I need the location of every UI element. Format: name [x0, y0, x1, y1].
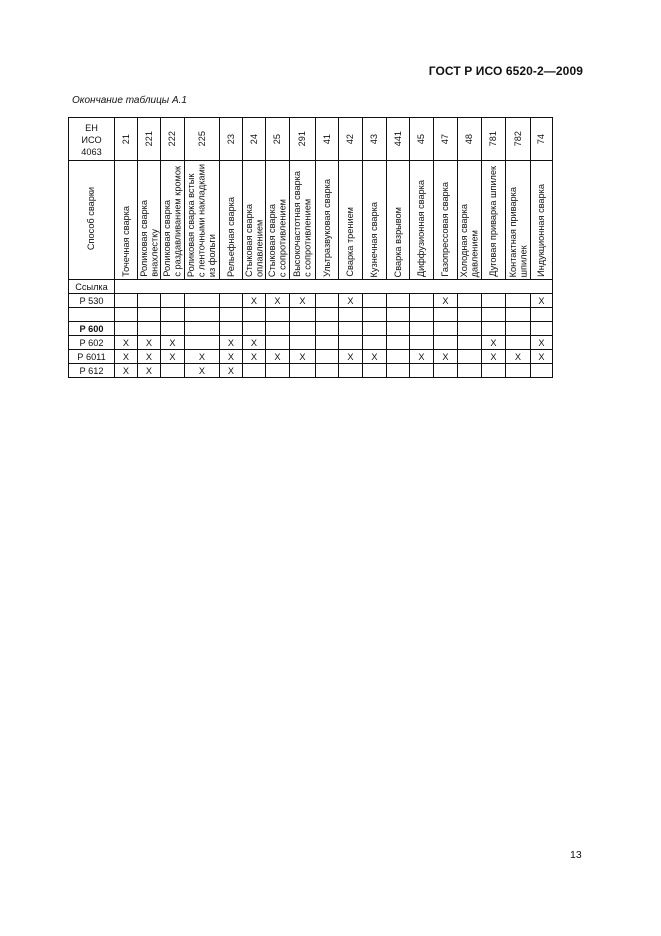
standard-code-header: ЕН ИСО 4063 — [69, 118, 115, 161]
table-cell — [410, 336, 434, 350]
column-method-name: Контактная приварка шпилек — [506, 161, 531, 280]
method-names-row — [69, 161, 553, 280]
table-cell — [387, 308, 410, 322]
table-cell — [458, 322, 482, 336]
table-cell — [531, 322, 553, 336]
column-code: 42 — [339, 118, 363, 161]
table-cell: X — [531, 350, 553, 364]
table-cell — [316, 350, 339, 364]
table-cell — [290, 308, 316, 322]
table-cell — [316, 308, 339, 322]
table-cell — [185, 336, 220, 350]
column-method-name: Роликовая сварка внахлестку — [138, 161, 161, 280]
row-label: Р 6011 — [69, 350, 115, 364]
method-header: Способ сварки — [86, 187, 97, 251]
table-caption: Окончание таблицы А.1 — [72, 95, 187, 106]
table-cell — [290, 336, 316, 350]
column-method-name: Сварка взрывом — [387, 161, 410, 280]
column-code: 43 — [363, 118, 387, 161]
table-cell — [363, 294, 387, 308]
table-cell: X — [266, 350, 290, 364]
table-cell — [387, 350, 410, 364]
table-cell — [243, 308, 266, 322]
column-method-name: Стыковая сварка оплавлением — [243, 161, 266, 280]
table-cell — [266, 364, 290, 378]
table-cell — [387, 336, 410, 350]
table-row — [69, 364, 553, 378]
table-row — [69, 336, 553, 350]
table-cell — [482, 364, 506, 378]
table-cell — [363, 322, 387, 336]
table-cell: X — [410, 350, 434, 364]
column-code: 25 — [266, 118, 290, 161]
table-cell — [185, 322, 220, 336]
table-cell — [458, 294, 482, 308]
table-cell: X — [506, 350, 531, 364]
table-cell — [363, 336, 387, 350]
table-cell: X — [339, 350, 363, 364]
column-method-name: Дуговая приварка шпилек — [482, 161, 506, 280]
table-cell — [458, 350, 482, 364]
row-label: Р 600 — [69, 322, 115, 336]
column-code: 48 — [458, 118, 482, 161]
column-method-name: Индукционная сварка — [531, 161, 553, 280]
reference-label: Ссылка — [69, 280, 115, 294]
column-code: 782 — [506, 118, 531, 161]
column-method-name: Роликовая сварка с раздавливанием кромок — [161, 161, 185, 280]
method-header-cell — [69, 161, 115, 280]
table-cell — [458, 308, 482, 322]
table-cell — [243, 364, 266, 378]
table-row — [69, 350, 553, 364]
table-cell — [363, 364, 387, 378]
table-cell — [115, 322, 138, 336]
column-code: 23 — [220, 118, 243, 161]
row-label: Р 612 — [69, 364, 115, 378]
column-method-name: Газопрессовая сварка — [434, 161, 458, 280]
column-code: 41 — [316, 118, 339, 161]
table-cell: X — [339, 294, 363, 308]
column-code: 441 — [387, 118, 410, 161]
table-cell — [243, 322, 266, 336]
table-cell — [434, 308, 458, 322]
table-cell: X — [220, 364, 243, 378]
table-cell — [185, 308, 220, 322]
page-number: 13 — [570, 849, 582, 861]
column-code: 74 — [531, 118, 553, 161]
column-method-name: Роликовая сварка встык с ленточными накладками из фольги — [185, 161, 220, 280]
column-method-name: Диффузионная сварка — [410, 161, 434, 280]
table-cell — [316, 322, 339, 336]
table-cell — [339, 336, 363, 350]
table-cell — [410, 364, 434, 378]
column-method-name: Кузнечная сварка — [363, 161, 387, 280]
table-cell: X — [266, 294, 290, 308]
row-label — [69, 308, 115, 322]
table-row — [69, 322, 553, 336]
table-cell: X — [185, 350, 220, 364]
table-cell — [290, 364, 316, 378]
table-cell — [387, 294, 410, 308]
table-cell — [506, 294, 531, 308]
table-cell — [185, 294, 220, 308]
column-code: 21 — [115, 118, 138, 161]
table-cell — [220, 322, 243, 336]
column-method-name: Рельефная сварка — [220, 161, 243, 280]
codes-row — [69, 118, 553, 161]
column-code: 291 — [290, 118, 316, 161]
table-cell: X — [243, 350, 266, 364]
column-code: 225 — [185, 118, 220, 161]
column-code: 222 — [161, 118, 185, 161]
table-cell — [506, 364, 531, 378]
table-cell — [458, 336, 482, 350]
table-cell — [138, 322, 161, 336]
row-label: Р 602 — [69, 336, 115, 350]
table-cell — [482, 322, 506, 336]
column-code: 781 — [482, 118, 506, 161]
table-cell — [410, 294, 434, 308]
table-cell: X — [161, 336, 185, 350]
table-cell — [266, 308, 290, 322]
table-cell — [410, 322, 434, 336]
table-cell: X — [185, 364, 220, 378]
table-cell — [410, 308, 434, 322]
table-cell — [161, 364, 185, 378]
table-cell — [266, 336, 290, 350]
table-cell — [458, 364, 482, 378]
row-label: Р 530 — [69, 294, 115, 308]
table-cell — [434, 336, 458, 350]
table-cell: X — [363, 350, 387, 364]
column-code: 47 — [434, 118, 458, 161]
table-row — [69, 294, 553, 308]
table-cell — [161, 308, 185, 322]
table-cell — [316, 336, 339, 350]
column-method-name: Высокочастотная сварка с сопротивлением — [290, 161, 316, 280]
table-cell: X — [531, 336, 553, 350]
reference-row — [69, 280, 553, 294]
table-cell: X — [482, 336, 506, 350]
table-cell — [434, 364, 458, 378]
reference-span-cell — [115, 280, 553, 294]
table-cell — [506, 336, 531, 350]
table-cell: X — [434, 350, 458, 364]
table-cell: X — [290, 294, 316, 308]
table-cell: X — [138, 350, 161, 364]
table-cell — [506, 308, 531, 322]
table-cell: X — [138, 336, 161, 350]
table-cell — [161, 294, 185, 308]
table-cell — [266, 322, 290, 336]
column-method-name: Стыковая сварка с сопротивлением — [266, 161, 290, 280]
document-standard-header: ГОСТ Р ИСО 6520-2—2009 — [428, 64, 583, 78]
table-cell — [339, 364, 363, 378]
table-cell — [115, 308, 138, 322]
column-method-name: Холодная сварка давлением — [458, 161, 482, 280]
table-cell — [339, 322, 363, 336]
table-cell — [138, 308, 161, 322]
table-cell: X — [138, 364, 161, 378]
table-cell: X — [220, 336, 243, 350]
table-cell — [161, 322, 185, 336]
table-cell — [531, 364, 553, 378]
table-row — [69, 308, 553, 322]
table-cell — [316, 364, 339, 378]
table-cell — [220, 294, 243, 308]
column-method-name: Ультразвуковая сварка — [316, 161, 339, 280]
table-cell: X — [531, 294, 553, 308]
table-cell — [115, 294, 138, 308]
table-cell — [316, 294, 339, 308]
column-code: 45 — [410, 118, 434, 161]
table-cell — [387, 322, 410, 336]
table-cell — [290, 322, 316, 336]
table-cell — [434, 322, 458, 336]
table-cell — [138, 294, 161, 308]
column-code: 221 — [138, 118, 161, 161]
table-cell: X — [115, 364, 138, 378]
table-cell: X — [115, 336, 138, 350]
table-cell — [482, 294, 506, 308]
column-method-name: Сварка трением — [339, 161, 363, 280]
welding-methods-table — [68, 117, 553, 378]
table-cell: X — [243, 294, 266, 308]
table-cell — [531, 308, 553, 322]
table-cell: X — [115, 350, 138, 364]
table-cell: X — [290, 350, 316, 364]
table-cell — [363, 308, 387, 322]
table-cell — [506, 322, 531, 336]
table-cell — [482, 308, 506, 322]
table-cell: X — [434, 294, 458, 308]
column-code: 24 — [243, 118, 266, 161]
table-cell: X — [482, 350, 506, 364]
column-method-name: Точечная сварка — [115, 161, 138, 280]
table-cell: X — [220, 350, 243, 364]
table-cell — [220, 308, 243, 322]
table-cell: X — [243, 336, 266, 350]
table-cell — [387, 364, 410, 378]
table-cell: X — [161, 350, 185, 364]
table-cell — [339, 308, 363, 322]
